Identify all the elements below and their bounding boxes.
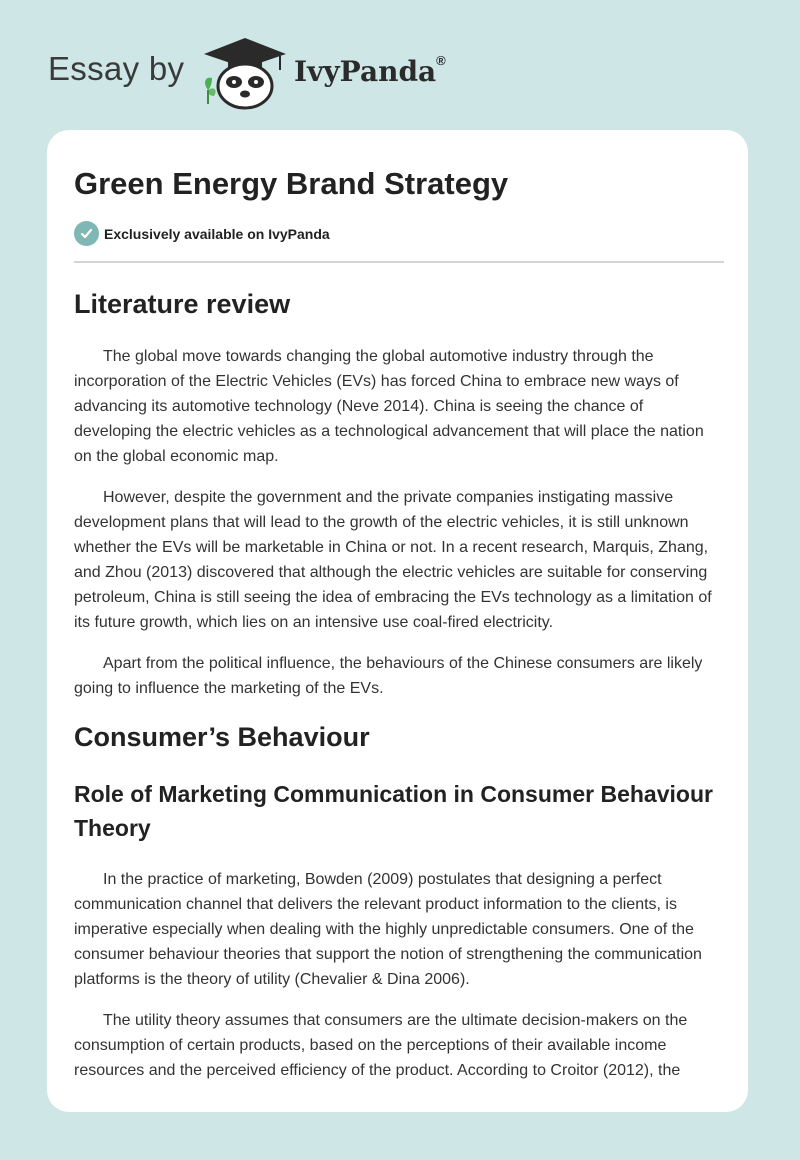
badge-text: Exclusively available on IvyPanda	[104, 225, 330, 242]
essay-body	[74, 282, 724, 1083]
paragraph: Apart from the political influence, the behaviours of the Chinese consumers are likely going to influence the marketing of the EVs.	[74, 655, 703, 697]
site-header	[0, 0, 800, 125]
heading-literature-review: Literature review	[74, 289, 291, 319]
heading-consumer-behaviour: Consumer’s Behaviour	[74, 722, 370, 752]
heading-role-of-marketing: Role of Marketing Communication in Consumer Behaviour Theory	[74, 781, 713, 841]
essay-by-label: Essay by	[48, 50, 185, 87]
page-title: Green Energy Brand Strategy	[74, 166, 509, 201]
paragraph: In the practice of marketing, Bowden (2009) postulates that designing a perfect communication channel that delivers the relevant product information to the clients, is imperative especially when dealing with the highly unpredictable consumers. One of the consumer behaviour theories that support the notion of strengthening the communication platforms is the theory of utility (Chevalier & Dina 2006).	[74, 871, 702, 988]
essay-card	[47, 130, 748, 1112]
paragraph: The utility theory assumes that consumers are the ultimate decision-makers on the consumption of certain products, based on the perceptions of their available income resources and the perceived efficiency of the product. According to Croitor (2012), the	[74, 1012, 688, 1079]
exclusive-badge	[74, 221, 330, 246]
brand-name[interactable]: IvyPanda®	[294, 53, 446, 88]
check-icon	[74, 221, 99, 246]
paragraph: However, despite the government and the private companies instigating massive development plans that will lead to the growth of the electric vehicles, it is still unknown whether the EVs will be marketable in China or not. In a recent research, Marquis, Zhang, and Zhou (2013) discovered that although the electric vehicles are suitable for conserving petroleum, China is still seeing the idea of embracing the EVs technology as a limitation of its future growth, which lies on an intensive use coal-fired electricity.	[74, 489, 712, 631]
panda-logo-icon[interactable]	[198, 34, 292, 110]
divider	[74, 261, 724, 263]
paragraph: The global move towards changing the global automotive industry through the incorporation of the Electric Vehicles (EVs) has forced China to embrace new ways of advancing its automotive technology (Neve 2014). China is seeing the chance of developing the electric vehicles as a technological advancement that will place the nation on the global economic map.	[74, 348, 704, 465]
registered-mark: ®	[436, 53, 446, 68]
